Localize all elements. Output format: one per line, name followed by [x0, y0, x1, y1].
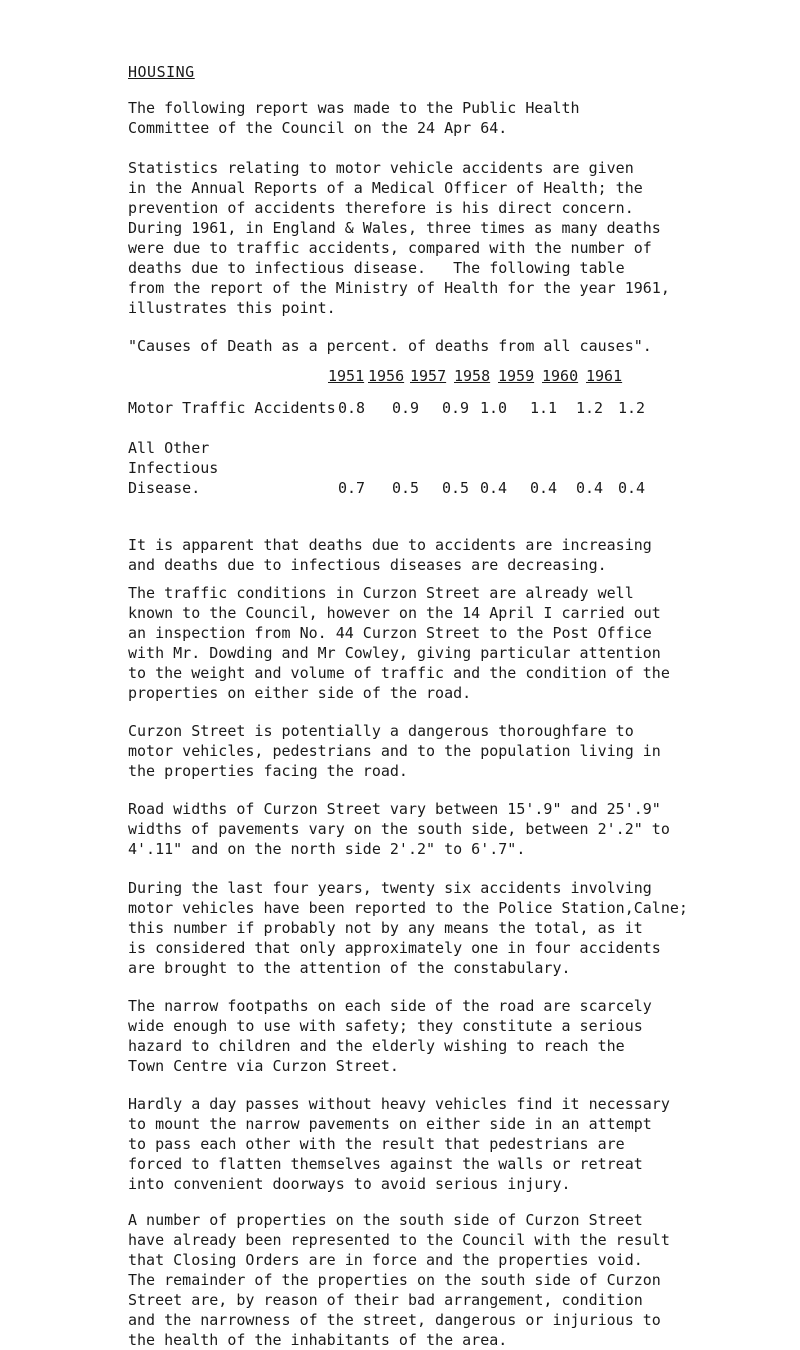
page-heading: HOUSING — [128, 63, 195, 81]
value-cell: 1.1 — [530, 399, 558, 417]
value-cell: 0.4 — [618, 479, 646, 497]
paragraph-accidents: During the last four years, twenty six accidents involving motor vehicles have been reported to the Police Station,Calne; this number if probably not by any means the total, as it is considered that only approximately one in four accidents are brought to the attention of the constabulary. — [128, 879, 688, 977]
paragraph-properties: A number of properties on the south side of Curzon Street have already been represented to the Council with the result that Closing Orders are in force and the properties void. The remainder of the properties on the south side of Curzon Street are, by reason of their bad arrangement, condition and the narrowness of the street, dangerous or injurious to the health of the inhabitants of the area. — [128, 1211, 670, 1349]
row-label: All Other — [128, 439, 210, 457]
value-cell: 0.4 — [530, 479, 558, 497]
value-cell: 1.0 — [480, 399, 508, 417]
value-cell: 0.5 — [442, 479, 470, 497]
death-causes-table — [128, 366, 788, 498]
value-cell: 0.9 — [392, 399, 420, 417]
value-cell: 1.2 — [576, 399, 604, 417]
paragraph-trend: It is apparent that deaths due to accidents are increasing and deaths due to infectious diseases are decreasing. — [128, 536, 652, 574]
table-row-infectious — [128, 478, 788, 498]
paragraph-intro: The following report was made to the Public Health Committee of the Council on the 24 Apr 64. — [128, 99, 580, 137]
year-cell: 1956 — [368, 367, 405, 385]
value-cell: 0.4 — [480, 479, 508, 497]
year-cell: 1958 — [454, 367, 491, 385]
row-label: Infectious — [128, 459, 219, 477]
paragraph-inspection: The traffic conditions in Curzon Street are already well known to the Council, however on the 14 April I carried out an inspection from No. 44 Curzon Street to the Post Office with Mr. Dowding and Mr Cowley, giving particular attention to the weight and volume of traffic and the condition of the properties on either side of the road. — [128, 584, 670, 702]
paragraph-heavy-vehicles: Hardly a day passes without heavy vehicles find it necessary to mount the narrow pavements on either side in an attempt to pass each other with the result that pedestrians are forced to flatten themselves against the walls or retreat into convenient doorways to avoid serious injury. — [128, 1095, 670, 1193]
table-row-infectious-label-2 — [128, 458, 788, 478]
value-cell: 0.7 — [338, 479, 366, 497]
table-caption: "Causes of Death as a percent. of deaths from all causes". — [128, 337, 652, 355]
year-cell: 1960 — [542, 367, 579, 385]
value-cell: 1.2 — [618, 399, 646, 417]
year-cell: 1957 — [410, 367, 447, 385]
row-label: Disease. — [128, 479, 201, 497]
row-label: Motor Traffic Accidents — [128, 399, 336, 417]
value-cell: 0.5 — [392, 479, 420, 497]
value-cell: 0.8 — [338, 399, 366, 417]
value-cell: 0.4 — [576, 479, 604, 497]
table-header-years — [128, 366, 788, 386]
paragraph-footpaths: The narrow footpaths on each side of the road are scarcely wide enough to use with safety; they constitute a serious hazard to children and the elderly wishing to reach the Town Centre via Curzon Street. — [128, 997, 652, 1075]
year-cell: 1951 — [328, 367, 365, 385]
paragraph-dangerous: Curzon Street is potentially a dangerous thoroughfare to motor vehicles, pedestrians and to the population living in the properties facing the road. — [128, 722, 661, 780]
year-cell: 1961 — [586, 367, 623, 385]
table-row-infectious-label-1 — [128, 438, 788, 458]
paragraph-road-widths: Road widths of Curzon Street vary between 15'.9" and 25'.9" widths of pavements vary on the south side, between 2'.2" to 4'.11" and on the north side 2'.2" to 6'.7". — [128, 800, 670, 858]
table-row-motor — [128, 398, 788, 418]
paragraph-statistics: Statistics relating to motor vehicle accidents are given in the Annual Reports of a Medical Officer of Health; the prevention of accidents therefore is his direct concern. During 1961, in England & Wales, three times as many deaths were due to traffic accidents, compared with the number of deaths due to infectious disease. The following table from the report of the Ministry of Health for the year 1961, illustrates this point. — [128, 159, 670, 317]
value-cell: 0.9 — [442, 399, 470, 417]
year-cell: 1959 — [498, 367, 535, 385]
